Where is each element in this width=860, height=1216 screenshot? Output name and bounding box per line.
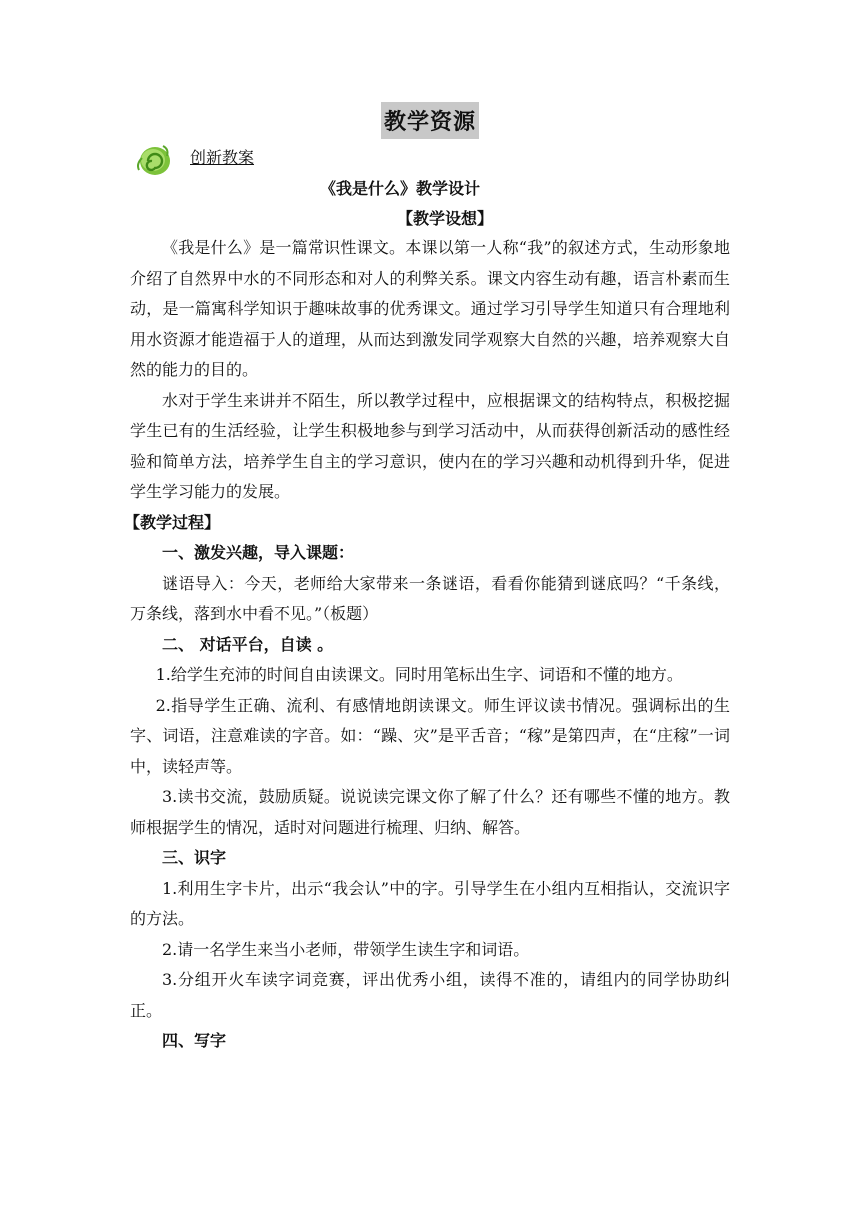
list-item: 3.分组开火车读字词竞赛，评出优秀小组，读得不准的，请组内的同学协助纠正。 bbox=[130, 970, 730, 1020]
document-title: 《我是什么》教学设计 bbox=[319, 179, 480, 198]
paragraph: 水对于学生来讲并不陌生，所以教学过程中，应根据课文的结构特点，积极挖掘学生已有的生活经验，让学生积极地参与到学习活动中，从而获得创新活动的感性经验和简单方法，培养学生自主的学习意识，使内在的学习兴趣和动机得到升华，促进学生学习能力的发展。 bbox=[130, 390, 730, 501]
document-body bbox=[124, 233, 730, 1057]
paragraph: 《我是什么》是一篇常识性课文。本课以第一人称“我”的叙述方式，生动形象地介绍了自然界中水的不同形态和对人的利弊关系。课文内容生动有趣，语言朴素而生动，是一篇寓科学知识于趣味故事的优秀课文。通过学习引导学生知道只有合理地利用水资源才能造福于人的道理，从而达到激发同学观察大自然的兴趣，培养观察大自然的能力的目的。 bbox=[130, 238, 730, 379]
list-item: 2.指导学生正确、流利、有感情地朗读课文。师生评议读书情况。强调标出的生字、词语，注意难读的字音。如：“躁、灾”是平舌音；“稼”是第四声，在“庄稼”一词中，读轻声等。 bbox=[130, 695, 730, 776]
title-container bbox=[0, 102, 860, 139]
list-item: 1.利用生字卡片，出示“我会认”中的字。引导学生在小组内互相指认，交流识字的方法。 bbox=[130, 878, 730, 928]
section-heading-process: 【教学过程】 bbox=[124, 512, 221, 532]
section-heading-design: 【教学设想】 bbox=[396, 209, 493, 228]
list-item: 1.给学生充沛的时间自由读课文。同时用笔标出生字、词语和不懂的地方。 bbox=[155, 665, 683, 684]
step-heading: 三、识字 bbox=[162, 848, 227, 867]
green-leaf-spiral-icon bbox=[133, 140, 173, 178]
list-item: 3.读书交流，鼓励质疑。说说读完课文你了解了什么？还有哪些不懂的地方。教师根据学生的情况，适时对问题进行梳理、归纳、解答。 bbox=[130, 787, 730, 837]
subtitle-link[interactable]: 创新教案 bbox=[190, 148, 255, 167]
step-heading: 四、写字 bbox=[162, 1031, 227, 1050]
list-item: 2.请一名学生来当小老师，带领学生读生字和词语。 bbox=[162, 939, 530, 959]
step-heading: 二、 对话平台，自读 。 bbox=[162, 634, 334, 654]
paragraph: 谜语导入：今天，老师给大家带来一条谜语，看看你能猜到谜底吗？“千条线，万条线，落到水中看不见。”（板题） bbox=[130, 573, 730, 623]
page-title: 教学资源 bbox=[381, 102, 479, 139]
step-heading: 一、激发兴趣，导入课题： bbox=[162, 543, 355, 562]
